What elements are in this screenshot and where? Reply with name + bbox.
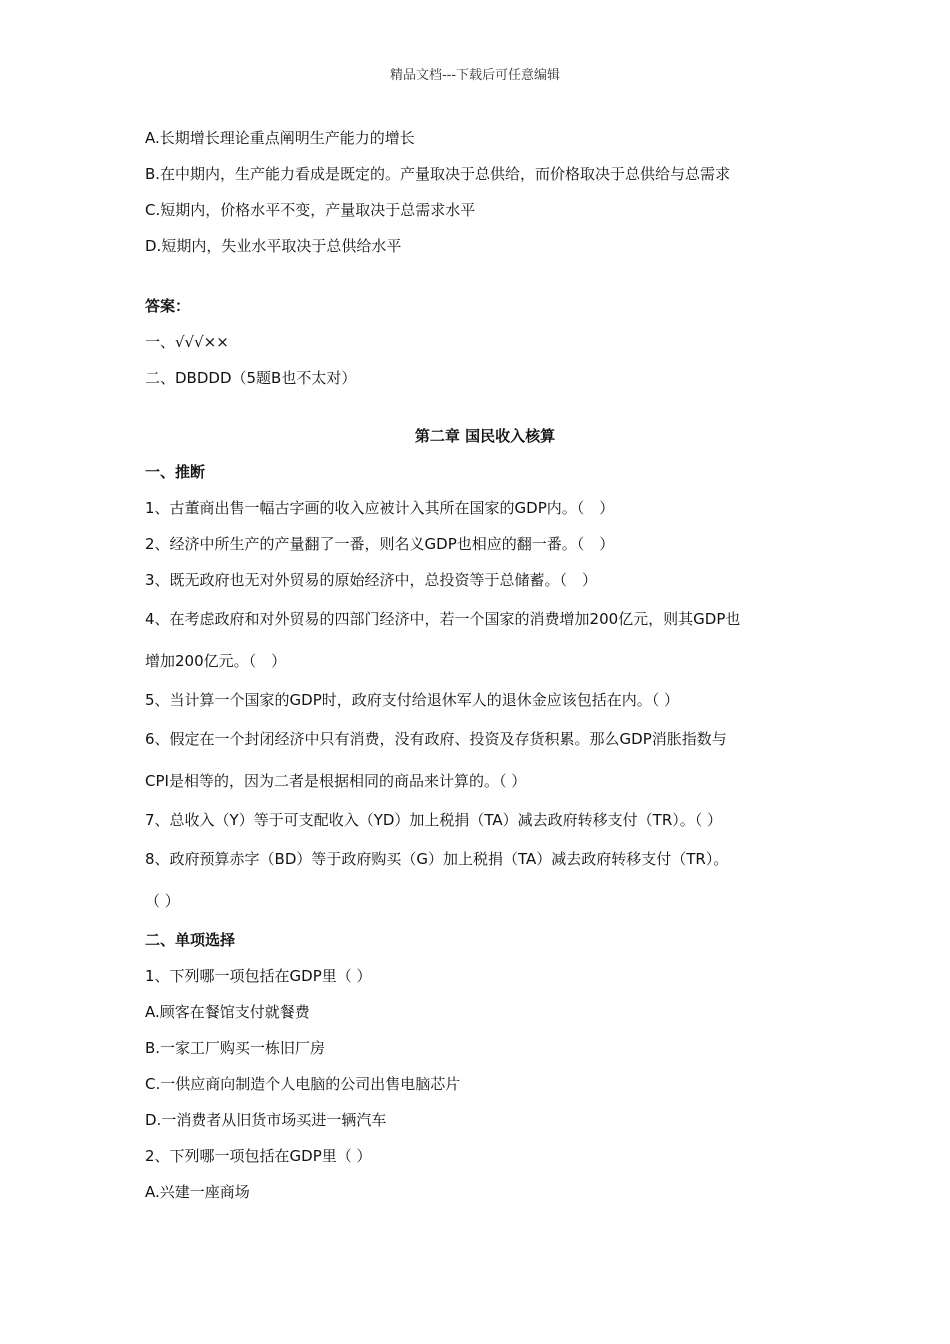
- question-7: 7、总收入（Y）等于可支配收入（YD）加上税捐（TA）减去政府转移支付（TR）。（ ）: [145, 811, 723, 829]
- question-6-line2: CPI是相等的，因为二者是根据相同的商品来计算的。（ ）: [145, 772, 527, 790]
- mc-question-2-option-a: A.兴建一座商场: [145, 1183, 250, 1201]
- mc-question-1-option-a: A.顾客在餐馆支付就餐费: [145, 1003, 310, 1021]
- mc-question-1-option-c: C.一供应商向制造个人电脑的公司出售电脑芯片: [145, 1075, 461, 1093]
- question-8-line1: 8、政府预算赤字（BD）等于政府购买（G）加上税捐（TA）减去政府转移支付（TR）。: [145, 850, 729, 868]
- page-header: 精品文档---下载后可任意编辑: [389, 68, 561, 83]
- option-b: B.在中期内，生产能力看成是既定的。产量取决于总供给，而价格取决于总供给与总需求: [145, 165, 731, 183]
- question-1: 1、古董商出售一幅古字画的收入应被计入其所在国家的GDP内。（ ）: [145, 499, 615, 517]
- section-judgement-title: 一、推断: [145, 463, 206, 481]
- question-5: 5、当计算一个国家的GDP时，政府支付给退休军人的退休金应该包括在内。（ ）: [145, 691, 680, 709]
- mc-question-2: 2、下列哪一项包括在GDP里（ ）: [145, 1147, 372, 1165]
- question-6-line1: 6、假定在一个封闭经济中只有消费，没有政府、投资及存货积累。那么GDP消胀指数与: [145, 730, 727, 748]
- section-single-choice-title: 二、单项选择: [145, 931, 236, 949]
- mc-question-1-option-d: D.一消费者从旧货市场买进一辆汽车: [145, 1111, 387, 1129]
- document-body: [145, 120, 825, 1210]
- question-4-line1: 4、在考虑政府和对外贸易的四部门经济中，若一个国家的消费增加200亿元，则其GDP也: [145, 610, 741, 628]
- answers-part1: 一、√√√××: [145, 333, 229, 351]
- question-8-line2: （ ）: [145, 892, 180, 910]
- question-4-line2: 增加200亿元。（ ）: [145, 652, 287, 670]
- answers-label: 答案：: [145, 297, 191, 315]
- chapter-title: 第二章 国民收入核算: [414, 427, 556, 445]
- mc-question-1: 1、下列哪一项包括在GDP里（ ）: [145, 967, 372, 985]
- question-3: 3、既无政府也无对外贸易的原始经济中，总投资等于总储蓄。（ ）: [145, 571, 598, 589]
- question-2: 2、经济中所生产的产量翻了一番，则名义GDP也相应的翻一番。（ ）: [145, 535, 615, 553]
- option-a: A.长期增长理论重点阐明生产能力的增长: [145, 129, 415, 147]
- option-c: C.短期内，价格水平不变，产量取决于总需求水平: [145, 201, 476, 219]
- option-d: D.短期内，失业水平取决于总供给水平: [145, 237, 402, 255]
- answers-part2: 二、DBDDD（5题B也不太对）: [145, 369, 357, 387]
- mc-question-1-option-b: B.一家工厂购买一栋旧厂房: [145, 1039, 326, 1057]
